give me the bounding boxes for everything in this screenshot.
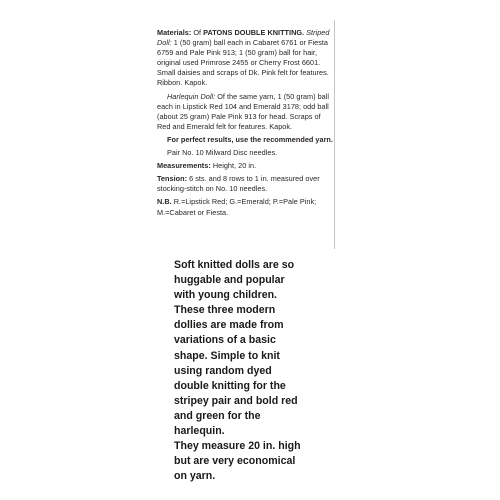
- blurb-line: dollies are made from: [174, 319, 284, 332]
- materials-label: Materials:: [157, 28, 192, 37]
- blurb-line: huggable and popular: [174, 274, 285, 287]
- striped-doll-text: 1 (50 gram) ball each in Cabaret 6761 or Fiesta 6759 and Pale Pink 913; 1 (50 gram) ball for hair, original used Primrose 2455 or Cherry Frost 6601. Small daisies and scraps of Dk. Pink felt for features. Ribbon. Kapok.: [157, 38, 329, 88]
- needles-text: Pair No. 10 Milward Disc needles.: [167, 148, 278, 158]
- blurb-line: with young children.: [174, 289, 277, 302]
- harlequin-paragraph: [157, 92, 333, 132]
- blurb-line: Soft knitted dolls are so: [174, 259, 295, 271]
- harlequin-doll-text: Of the same yarn, 1 (50 gram) ball each in Lipstick Red 104 and Emerald 3178; odd ball (about 25 gram) Pale Pink 913 for head. Scraps of Red and Emerald felt for features. Kapok.: [157, 91, 330, 131]
- column-divider: [334, 20, 335, 249]
- nb-paragraph: [157, 197, 333, 217]
- blurb-line: harlequin.: [174, 425, 225, 438]
- blurb-line: stripey pair and bold red: [174, 394, 298, 407]
- nb-text: R.=Lipstick Red; G.=Emerald; P.=Pale Pink; M.=Cabaret or Fiesta.: [157, 197, 317, 217]
- tension-text: 6 sts. and 8 rows to 1 in. measured over stocking-stitch on No. 10 needles.: [157, 174, 320, 194]
- perfect-results-text: For perfect results, use the recommended yarn.: [167, 134, 333, 144]
- blurb-line: These three modern: [174, 304, 276, 317]
- striped-doll-label: Striped Doll:: [157, 28, 330, 48]
- yarn-brand: PATONS DOUBLE KNITTING.: [203, 28, 305, 37]
- blurb-line: variations of a basic: [174, 334, 276, 347]
- measurements-text: Height, 20 in.: [210, 161, 257, 171]
- tension-paragraph: [157, 174, 333, 194]
- tension-label: Tension:: [157, 174, 188, 184]
- pattern-instructions: [157, 28, 333, 218]
- blurb-line: They measure 20 in. high: [174, 440, 301, 453]
- blurb-line: using random dyed: [174, 364, 272, 377]
- blurb-line: but are very economical: [174, 455, 296, 468]
- harlequin-doll-label: Harlequin Doll:: [167, 91, 216, 101]
- materials-of: Of: [191, 28, 204, 37]
- measurements-label: Measurements:: [157, 161, 211, 171]
- blurb-line: double knitting for the: [174, 379, 286, 392]
- blurb-line: shape. Simple to knit: [174, 349, 280, 362]
- nb-label: N.B.: [157, 197, 172, 207]
- blurb-line: on yarn.: [174, 470, 216, 483]
- intro-blurb: [174, 258, 354, 484]
- materials-paragraph: [157, 28, 333, 89]
- measurements-paragraph: [157, 161, 333, 171]
- perfect-results-note: [157, 135, 333, 145]
- blurb-line: and green for the: [174, 409, 261, 422]
